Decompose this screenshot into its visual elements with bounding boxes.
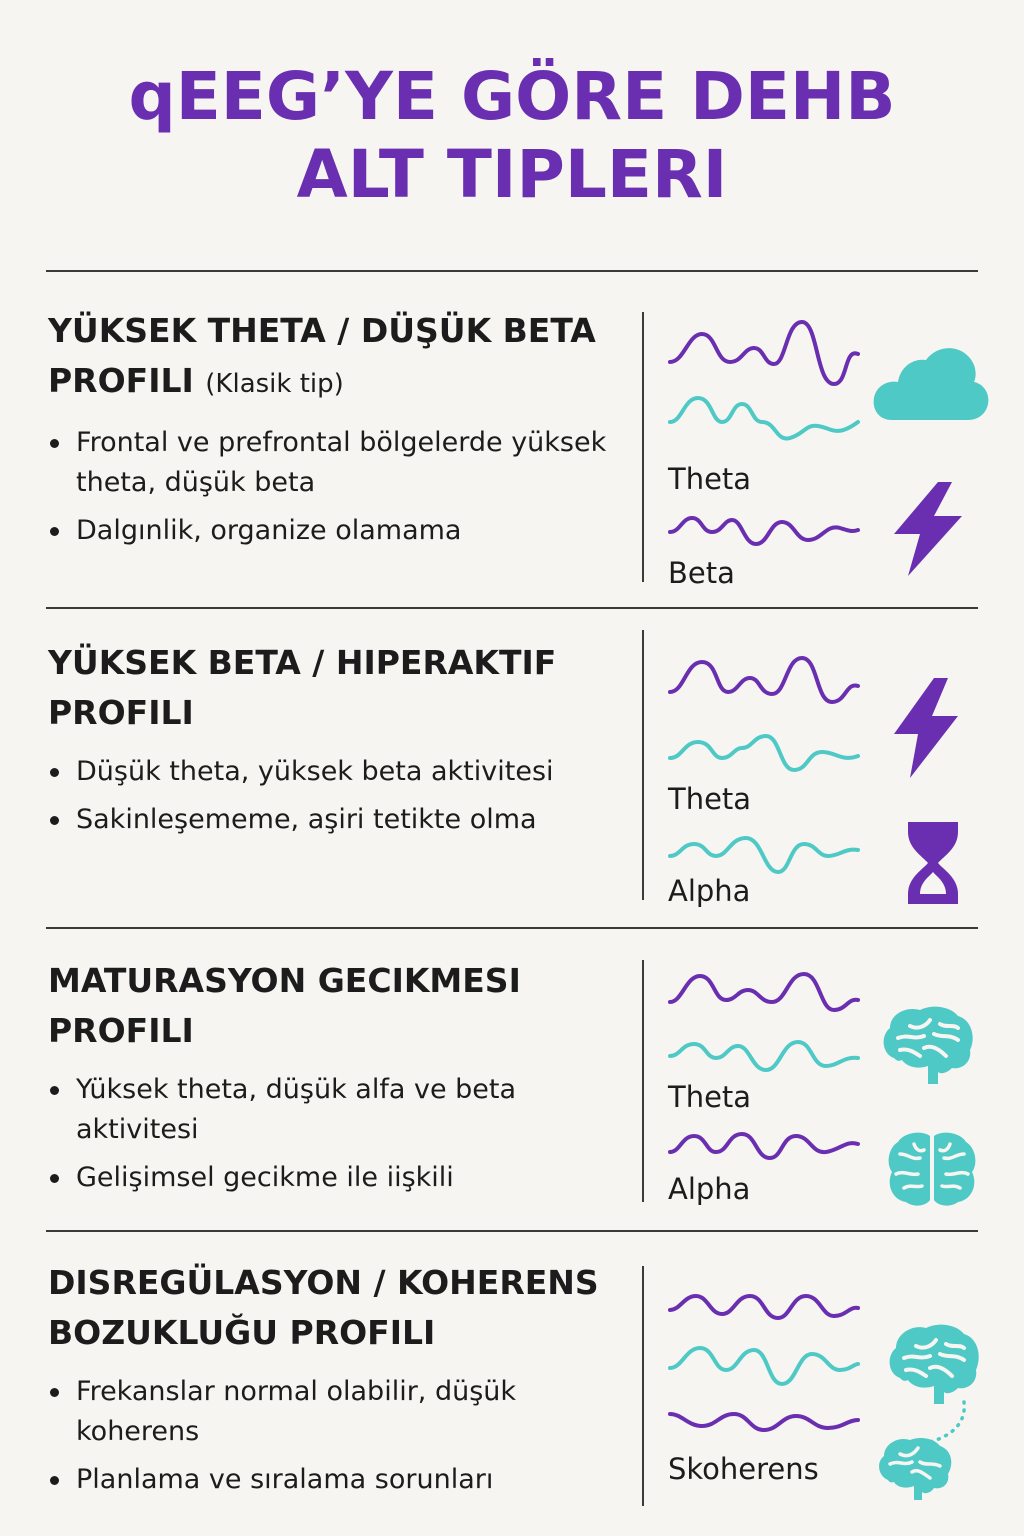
brain-top-icon [886, 1130, 978, 1208]
divider-2 [46, 927, 978, 929]
section-heading [48, 1258, 628, 1358]
heading-line1: YÜKSEK BETA / HIPERAKTIF [48, 643, 557, 682]
wave-label: Theta [668, 462, 752, 496]
heading-line2: PROFILI [48, 1011, 194, 1050]
heading-subtitle: (Klasik tip) [205, 369, 344, 399]
hourglass-icon [904, 820, 962, 906]
page-title [0, 58, 1024, 214]
wave-teal-1 [666, 392, 862, 442]
heading-line2: PROFILI [48, 361, 194, 400]
divider-1 [46, 607, 978, 609]
wave-label: Alpha [668, 874, 751, 908]
section-dysregulation-coherence [48, 1258, 628, 1508]
wave-purple-2 [666, 510, 862, 560]
wave-purple-5 [666, 1126, 862, 1176]
column-divider-4 [642, 1266, 644, 1506]
heading-line1: MATURASYON GECIKMESI [48, 961, 521, 1000]
brain-connected-icon [886, 1322, 982, 1404]
cloud-icon [872, 342, 990, 422]
bullet-item: Sakinleşememe, aşiri tetikte olma [48, 800, 628, 840]
heading-line1: YÜKSEK THETA / DÜŞÜK BETA [48, 311, 596, 350]
wave-purple-6 [666, 1288, 862, 1338]
bullet-item: Gelişimsel gecikme ile iişkili [48, 1158, 628, 1198]
bullet-item: Yüksek theta, düşük alfa ve beta aktivitesi [48, 1070, 628, 1150]
wave-purple-7 [666, 1400, 862, 1450]
heading-line2: PROFILI [48, 693, 194, 732]
divider-top [46, 270, 978, 272]
wave-purple-1 [666, 318, 862, 390]
heading-line1: DISREGÜLASYON / KOHERENS [48, 1263, 599, 1302]
section-high-theta-low-beta [48, 306, 628, 559]
wave-label: Skoherens [668, 1452, 819, 1486]
bullet-list [48, 752, 628, 840]
bullet-item: Frekanslar normal olabilir, düşük koherens [48, 1372, 628, 1452]
bullet-list [48, 1372, 628, 1500]
wave-label: Beta [668, 556, 735, 590]
lightning-icon [890, 480, 966, 578]
page-title-line1: qEEG’YE GÖRE DEHB [128, 58, 896, 135]
wave-teal-4 [666, 1036, 862, 1086]
wave-label: Theta [668, 1080, 752, 1114]
bullet-list [48, 1070, 628, 1198]
wave-label: Theta [668, 782, 752, 816]
wave-teal-3 [666, 830, 862, 880]
wave-label: Alpha [668, 1172, 751, 1206]
page-title-line2: ALT TIPLERI [296, 136, 728, 213]
column-divider-1 [642, 312, 644, 582]
column-divider-3 [642, 960, 644, 1202]
bullet-item: Dalgınlik, organize olamama [48, 511, 628, 551]
heading-line2: BOZUKLUĞU PROFILI [48, 1313, 436, 1352]
section-heading [48, 638, 628, 738]
wave-purple-3 [666, 652, 862, 712]
bullet-list [48, 423, 628, 551]
brain-side-icon [880, 1004, 976, 1084]
section-maturation-delay [48, 956, 628, 1206]
section-heading [48, 306, 628, 409]
bullet-item: Frontal ve prefrontal bölgelerde yüksek theta, düşük beta [48, 423, 628, 503]
bullet-item: Planlama ve sıralama sorunları [48, 1460, 628, 1500]
wave-teal-2 [666, 730, 862, 780]
section-high-beta-hyperactive [48, 638, 628, 848]
brain-small-icon [876, 1436, 954, 1500]
wave-purple-4 [666, 970, 862, 1026]
column-divider-2 [642, 630, 644, 900]
section-heading [48, 956, 628, 1056]
divider-3 [46, 1230, 978, 1232]
lightning-icon [890, 676, 962, 780]
wave-teal-5 [666, 1340, 862, 1396]
bullet-item: Düşük theta, yüksek beta aktivitesi [48, 752, 628, 792]
